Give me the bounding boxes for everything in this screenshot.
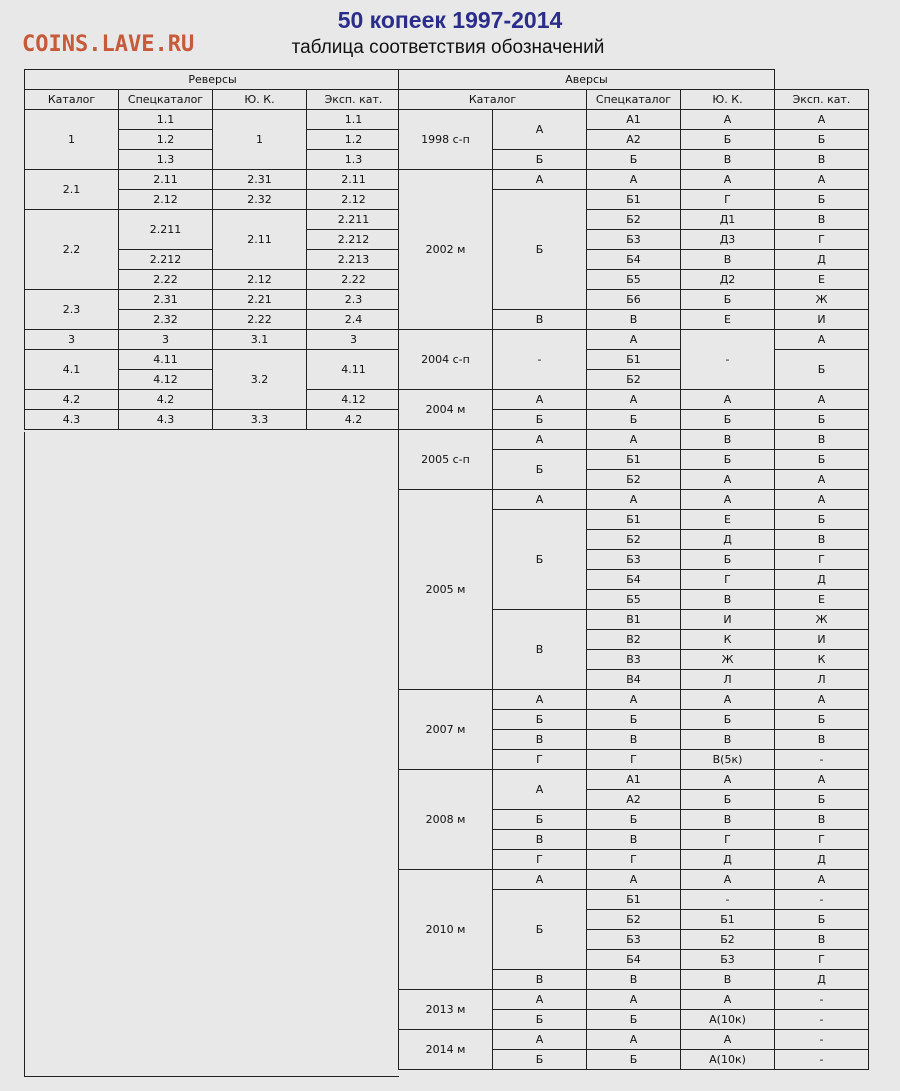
averses-cell: Д [681,850,775,870]
reverses-cell: 4.11 [307,350,401,390]
table-row [399,490,869,510]
averses-cell: В [775,430,869,450]
averses-cell: Е [681,310,775,330]
table-row [25,350,401,370]
table-row [399,870,869,890]
table-row [399,770,869,790]
averses-cell: - [681,890,775,910]
reverses-cell: 2.212 [307,230,401,250]
averses-cell: Б [775,190,869,210]
averses-cell: Д [681,530,775,550]
table-row [399,690,869,710]
averses-cell: Б [587,150,681,170]
reverses-cell: 2.12 [119,190,213,210]
table-row [399,390,869,410]
averses-cell: В1 [587,610,681,630]
averses-cell: А [587,1030,681,1050]
averses-cell: Д3 [681,230,775,250]
averses-cell: - [493,330,587,390]
reverses-cell: 2.31 [213,170,307,190]
averses-cell: А [587,990,681,1010]
averses-cell: Б [775,130,869,150]
averses-cell: Б [681,710,775,730]
averses-cell: В [587,970,681,990]
averses-cell: В [493,310,587,330]
reverses-cell: 4.11 [119,350,213,370]
averses-cell: В [681,430,775,450]
averses-cell: Б [493,450,587,490]
averses-cell: В [775,530,869,550]
averses-cell: - [775,1030,869,1050]
averses-cell: Б [493,810,587,830]
averses-cell: Б3 [587,230,681,250]
averses-cell: Г [587,850,681,870]
reverses-cell: 4.2 [307,410,401,430]
table-row [25,290,401,310]
averses-cell: Б [493,410,587,430]
averses-cell: Б [775,910,869,930]
averses-cell: А [493,990,587,1010]
averses-cell: Б [493,510,587,610]
averses-cell: А [493,430,587,450]
averses-header-row [399,90,869,110]
averses-cell: Б [775,510,869,530]
averses-cell: 1998 с-п [399,110,493,170]
averses-cell: А [493,690,587,710]
averses-cell: Б [681,290,775,310]
averses-cell: - [681,330,775,390]
averses-cell: Б1 [587,190,681,210]
reverses-cell: 2.1 [25,170,119,210]
averses-cell: К [681,630,775,650]
site-watermark: COINS.LAVE.RU [22,32,195,57]
averses-column-header: Каталог [399,90,587,110]
averses-cell: Д [775,570,869,590]
averses-cell: Г [775,230,869,250]
averses-cell: Б2 [587,530,681,550]
reverses-cell: 1.2 [307,130,401,150]
averses-cell: А [681,490,775,510]
reverses-cell: 3.1 [213,330,307,350]
averses-cell: А [681,770,775,790]
table-row [399,110,869,130]
averses-cell: А [493,1030,587,1050]
averses-cell: В [775,930,869,950]
reverses-table [24,69,401,430]
averses-cell: Ж [775,290,869,310]
averses-cell: Д1 [681,210,775,230]
averses-cell: А1 [587,110,681,130]
averses-cell: Л [775,670,869,690]
page-subtitle: таблица соответствия обозначений [291,37,605,58]
averses-cell: Б [587,1010,681,1030]
averses-cell: - [775,1050,869,1070]
averses-cell: Г [493,850,587,870]
table-row [399,990,869,1010]
reverses-cell: 3 [25,330,119,350]
table-row [25,410,401,430]
averses-cell: 2004 с-п [399,330,493,390]
averses-cell: В [587,730,681,750]
reverses-cell: 2.213 [307,250,401,270]
averses-cell: Б2 [681,930,775,950]
averses-cell: Б4 [587,570,681,590]
averses-cell: А [587,390,681,410]
averses-cell: В [775,210,869,230]
averses-cell: Б6 [587,290,681,310]
reverses-cell: 1.1 [307,110,401,130]
averses-cell: Г [681,190,775,210]
averses-cell: А2 [587,790,681,810]
averses-cell: Б [587,710,681,730]
averses-cell: А [681,170,775,190]
reverses-cell: 2.12 [307,190,401,210]
averses-cell: Д2 [681,270,775,290]
table-row [399,430,869,450]
table-row [399,170,869,190]
averses-cell: Г [587,750,681,770]
averses-cell: Б [775,350,869,390]
averses-cell: 2008 м [399,770,493,870]
averses-cell: А [775,110,869,130]
reverses-cell: 1 [213,110,307,170]
averses-cell: Б [681,410,775,430]
averses-cell: Б1 [587,350,681,370]
averses-cell: В(5к) [681,750,775,770]
averses-cell: Б [493,710,587,730]
averses-cell: - [775,1010,869,1030]
averses-cell: А1 [587,770,681,790]
averses-cell: В [681,250,775,270]
averses-cell: А [775,470,869,490]
averses-cell: Б2 [587,470,681,490]
averses-cell: В3 [587,650,681,670]
averses-cell: 2014 м [399,1030,493,1070]
reverses-cell: 2.31 [119,290,213,310]
reverses-column-header: Каталог [25,90,119,110]
averses-cell: Г [775,950,869,970]
averses-cell: В [493,730,587,750]
averses-cell: Б1 [681,910,775,930]
reverses-cell: 2.2 [25,210,119,290]
table-row [25,330,401,350]
averses-cell: А [587,870,681,890]
averses-cell: Л [681,670,775,690]
averses-cell: Б2 [587,370,681,390]
averses-cell: В2 [587,630,681,650]
reverses-cell: 2.22 [213,310,307,330]
reverses-cell: 4.12 [119,370,213,390]
table-row [25,210,401,230]
averses-cell: А [775,690,869,710]
reverses-cell: 1.3 [119,150,213,170]
averses-cell: И [775,630,869,650]
averses-cell: Б [681,550,775,570]
averses-cell: Б2 [587,210,681,230]
averses-cell: Е [775,590,869,610]
empty-area [24,432,399,1077]
averses-cell: В [681,590,775,610]
reverses-cell: 2.22 [119,270,213,290]
averses-cell: 2005 м [399,490,493,690]
reverses-header-row [25,90,401,110]
averses-heading: Аверсы [399,70,775,90]
averses-cell: А [681,990,775,1010]
reverses-cell: 3.3 [213,410,307,430]
averses-cell: И [775,310,869,330]
reverses-cell: 4.12 [307,390,401,410]
averses-cell: А2 [587,130,681,150]
reverses-cell: 2.11 [119,170,213,190]
averses-cell: В [775,150,869,170]
table-row [399,330,869,350]
averses-column-header: Спецкаталог [587,90,681,110]
averses-cell: А [493,390,587,410]
averses-cell: Б [681,450,775,470]
averses-column-header: Эксп. кат. [775,90,869,110]
averses-cell: В [775,810,869,830]
table-row [25,110,401,130]
averses-cell: В [493,830,587,850]
reverses-cell: 4.3 [119,410,213,430]
averses-cell: Б [775,410,869,430]
averses-cell: 2005 с-п [399,430,493,490]
averses-cell: А [493,110,587,150]
averses-cell: Б5 [587,270,681,290]
averses-cell: А [587,690,681,710]
averses-cell: Е [681,510,775,530]
averses-cell: 2013 м [399,990,493,1030]
reverses-cell: 2.32 [119,310,213,330]
reverses-cell: 2.12 [213,270,307,290]
averses-cell: Б [493,1010,587,1030]
averses-cell: Б3 [587,550,681,570]
reverses-cell: 2.211 [307,210,401,230]
reverses-cell: 3 [307,330,401,350]
averses-cell: Б [775,790,869,810]
reverses-cell: 2.22 [307,270,401,290]
averses-cell: А [775,330,869,350]
reverses-cell: 4.1 [25,350,119,390]
averses-cell: Б [587,810,681,830]
page-title: 50 копеек 1997-2014 [337,7,563,33]
reverses-cell: 2.21 [213,290,307,310]
averses-cell: Б1 [587,450,681,470]
averses-cell: А [681,870,775,890]
averses-cell: Б [775,450,869,470]
averses-cell: - [775,990,869,1010]
averses-cell: А [587,170,681,190]
averses-cell: А [493,170,587,190]
averses-cell: Б [775,710,869,730]
averses-cell: А [775,170,869,190]
averses-cell: Б1 [587,890,681,910]
reverses-cell: 2.11 [213,210,307,270]
averses-cell: Б3 [681,950,775,970]
averses-cell: Г [493,750,587,770]
averses-cell: В [681,970,775,990]
reverses-column-header: Спецкаталог [119,90,213,110]
averses-cell: А [775,870,869,890]
reverses-cell: 1.1 [119,110,213,130]
reverses-cell: 4.2 [25,390,119,410]
averses-cell: А [587,490,681,510]
averses-cell: А(10к) [681,1050,775,1070]
averses-cell: Б1 [587,510,681,530]
averses-cell: А [493,870,587,890]
averses-cell: Б2 [587,910,681,930]
averses-cell: Д [775,250,869,270]
averses-cell: - [775,890,869,910]
averses-cell: А [681,470,775,490]
averses-cell: Б [493,190,587,310]
averses-cell: А [587,430,681,450]
averses-cell: - [775,750,869,770]
averses-cell: А [681,690,775,710]
reverses-cell: 1.2 [119,130,213,150]
averses-cell: Г [775,830,869,850]
reverses-cell: 1 [25,110,119,170]
reverses-cell: 2.211 [119,210,213,250]
table-row [25,170,401,190]
averses-cell: Б [681,790,775,810]
averses-cell: В [493,610,587,690]
reverses-cell: 2.4 [307,310,401,330]
averses-cell: 2002 м [399,170,493,330]
averses-cell: Б [681,130,775,150]
averses-cell: В [681,730,775,750]
reverses-heading: Реверсы [25,70,401,90]
averses-cell: А [587,330,681,350]
averses-cell: Г [681,570,775,590]
averses-cell: Б [493,1050,587,1070]
reverses-cell: 2.3 [25,290,119,330]
reverses-cell: 4.3 [25,410,119,430]
averses-cell: Б [493,150,587,170]
averses-cell: 2010 м [399,870,493,990]
averses-cell: Д [775,850,869,870]
averses-cell: 2007 м [399,690,493,770]
averses-cell: А [493,770,587,810]
averses-cell: Д [775,970,869,990]
averses-cell: Б5 [587,590,681,610]
averses-cell: Г [775,550,869,570]
reverses-cell: 2.32 [213,190,307,210]
averses-cell: В4 [587,670,681,690]
averses-cell: Б [493,890,587,970]
averses-cell: А(10к) [681,1010,775,1030]
averses-cell: В [681,150,775,170]
averses-cell: А [681,1030,775,1050]
reverses-column-header: Ю. К. [213,90,307,110]
reverses-column-header: Эксп. кат. [307,90,401,110]
averses-cell: А [493,490,587,510]
averses-cell: В [681,810,775,830]
averses-cell: Г [681,830,775,850]
reverses-cell: 2.11 [307,170,401,190]
averses-column-header: Ю. К. [681,90,775,110]
averses-cell: Б4 [587,250,681,270]
averses-table [398,69,869,1070]
averses-cell: Б4 [587,950,681,970]
averses-cell: В [493,970,587,990]
averses-cell: В [587,310,681,330]
reverses-cell: 3 [119,330,213,350]
averses-cell: А [775,770,869,790]
averses-cell: А [681,390,775,410]
reverses-cell: 2.212 [119,250,213,270]
averses-cell: Ж [681,650,775,670]
averses-cell: А [775,490,869,510]
averses-cell: К [775,650,869,670]
averses-cell: Ж [775,610,869,630]
averses-cell: И [681,610,775,630]
reverses-cell: 4.2 [119,390,213,410]
averses-cell: В [775,730,869,750]
reverses-cell: 2.3 [307,290,401,310]
averses-cell: 2004 м [399,390,493,430]
table-row [399,1030,869,1050]
averses-cell: Б3 [587,930,681,950]
averses-cell: Б [587,1050,681,1070]
averses-cell: А [775,390,869,410]
reverses-cell: 1.3 [307,150,401,170]
reverses-cell: 3.2 [213,350,307,410]
averses-cell: Б [587,410,681,430]
averses-cell: В [587,830,681,850]
averses-cell: Е [775,270,869,290]
averses-cell: А [681,110,775,130]
